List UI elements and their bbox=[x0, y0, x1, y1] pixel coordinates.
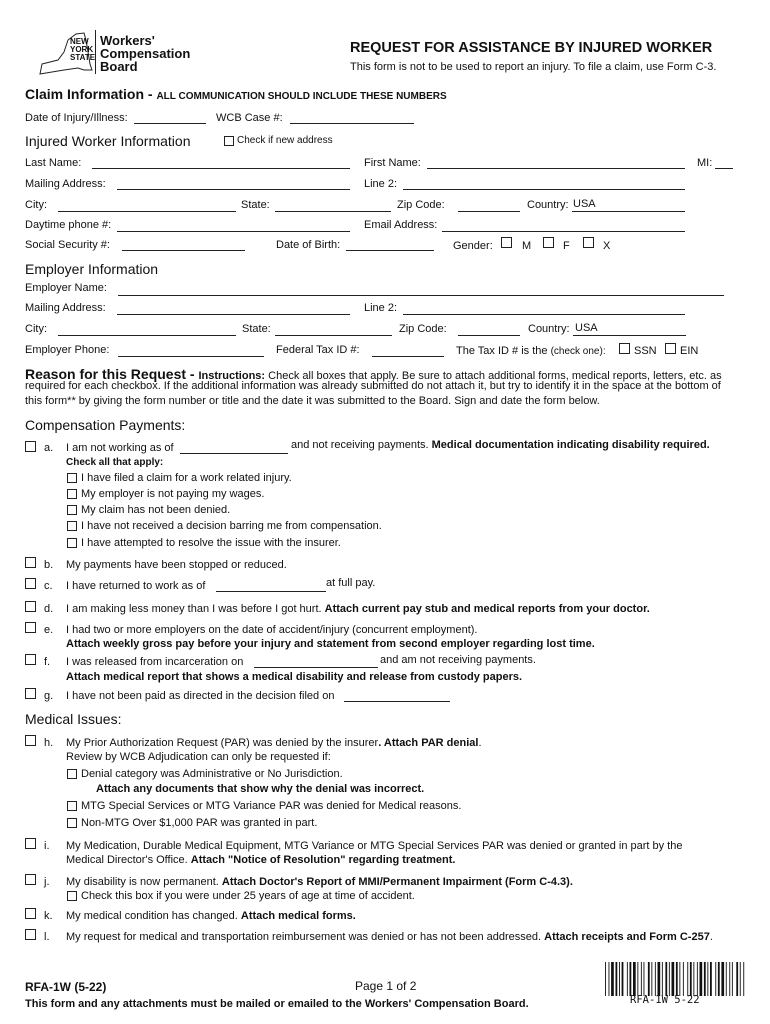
employer-city-field[interactable] bbox=[58, 335, 236, 336]
employer-state-field[interactable] bbox=[275, 335, 392, 336]
worker-city-label: City: bbox=[25, 199, 47, 211]
item-c-checkbox[interactable] bbox=[25, 578, 36, 589]
barcode-bar bbox=[622, 962, 624, 996]
employer-state-label: State: bbox=[242, 323, 271, 335]
barcode-bar bbox=[619, 962, 620, 996]
page-number: Page 1 of 2 bbox=[355, 979, 417, 993]
last-name-label: Last Name: bbox=[25, 157, 82, 169]
barcode-bar bbox=[658, 962, 661, 996]
barcode-bar bbox=[726, 962, 727, 996]
item-l-letter: l. bbox=[44, 931, 50, 943]
worker-state-field[interactable] bbox=[275, 211, 391, 212]
barcode-bar bbox=[710, 962, 712, 996]
item-g-checkbox[interactable] bbox=[25, 688, 36, 699]
barcode-text: RFA-1W 5-22 bbox=[630, 994, 700, 1006]
tax-id-field[interactable] bbox=[372, 356, 444, 357]
barcode-bar bbox=[633, 962, 636, 996]
item-c-text: I have returned to work as of bbox=[66, 580, 206, 592]
worker-zip-label: Zip Code: bbox=[397, 199, 445, 211]
barcode-bar bbox=[718, 962, 720, 996]
wcb-case-label: WCB Case #: bbox=[216, 112, 283, 124]
item-h-checkbox[interactable] bbox=[25, 735, 36, 746]
employer-mailing-field[interactable] bbox=[117, 314, 350, 315]
claim-heading: Claim Information - ALL COMMUNICATION SHOULD INCLUDE THESE NUMBERS bbox=[25, 86, 447, 102]
sub-a3-checkbox[interactable] bbox=[67, 505, 77, 515]
item-l-checkbox[interactable] bbox=[25, 929, 36, 940]
item-c-text-2: at full pay. bbox=[326, 577, 376, 589]
barcode-bar bbox=[700, 962, 703, 996]
barcode-bar bbox=[732, 962, 733, 996]
employer-zip-label: Zip Code: bbox=[399, 323, 447, 335]
worker-country-field[interactable] bbox=[572, 211, 685, 212]
mi-label: MI: bbox=[697, 157, 713, 169]
item-e-attach: Attach weekly gross pay before your injury and statement from second employer regarding lost time. bbox=[66, 638, 595, 650]
gender-f-checkbox[interactable] bbox=[543, 237, 554, 248]
barcode-bar bbox=[662, 962, 663, 996]
logo-ny-line: NEW bbox=[70, 37, 89, 46]
item-l-text: My request for medical and transportation reimbursement was denied or has not been addressed. Attach receipts and Form C-257. bbox=[66, 931, 713, 943]
worker-state-label: State: bbox=[241, 199, 270, 211]
gender-m-label: M bbox=[522, 240, 532, 252]
item-a-checkbox[interactable] bbox=[25, 441, 36, 452]
barcode-bar bbox=[648, 962, 650, 996]
instructions-line: this form** by giving the form number or title and the date it was submitted to the Board. Sign and date the form below. bbox=[25, 395, 600, 407]
barcode-bar bbox=[616, 962, 618, 996]
sub-h1-checkbox[interactable] bbox=[67, 769, 77, 779]
item-d-text: I am making less money than I was before I got hurt. Attach current pay stub and medical reports from your doctor. bbox=[66, 603, 650, 615]
not-working-date-field[interactable] bbox=[180, 453, 288, 454]
employer-phone-field[interactable] bbox=[118, 356, 264, 357]
footer-note: This form and any attachments must be mailed or emailed to the Workers' Compensation Board. bbox=[25, 998, 529, 1010]
item-i-text-2: Medical Director's Office. Attach "Notice of Resolution" regarding treatment. bbox=[66, 854, 456, 866]
sub-h3-checkbox[interactable] bbox=[67, 818, 77, 828]
barcode-bar bbox=[707, 962, 708, 996]
email-label: Email Address: bbox=[364, 219, 438, 231]
medical-heading: Medical Issues: bbox=[25, 711, 122, 727]
worker-line2-field[interactable] bbox=[403, 189, 685, 190]
barcode bbox=[604, 962, 746, 1010]
item-k-text: My medical condition has changed. Attach medical forms. bbox=[66, 910, 356, 922]
logo-agency-line: Compensation bbox=[100, 46, 191, 61]
ssn-field[interactable] bbox=[122, 250, 245, 251]
worker-mailing-field[interactable] bbox=[117, 189, 350, 190]
employer-line2-field[interactable] bbox=[403, 314, 685, 315]
worker-city-field[interactable] bbox=[58, 211, 236, 212]
tax-ein-checkbox[interactable] bbox=[665, 343, 676, 354]
item-b-checkbox[interactable] bbox=[25, 557, 36, 568]
compensation-heading: Compensation Payments: bbox=[25, 417, 186, 433]
barcode-bar bbox=[683, 962, 684, 996]
first-name-field[interactable] bbox=[427, 168, 685, 169]
sub-h2-checkbox[interactable] bbox=[67, 801, 77, 811]
item-f-text: I was released from incarceration on bbox=[66, 656, 244, 668]
instructions-line: required for each checkbox. If the additional information was already submitted do not attach it, but try to identify it in the space at the bottom of bbox=[25, 380, 721, 392]
barcode-bar bbox=[743, 962, 744, 996]
sub-j-checkbox[interactable] bbox=[67, 891, 77, 901]
sub-h2-text: MTG Special Services or MTG Variance PAR was denied for Medical reasons. bbox=[81, 800, 462, 812]
first-name-label: First Name: bbox=[364, 157, 421, 169]
barcode-bar bbox=[611, 962, 614, 996]
item-h-letter: h. bbox=[44, 737, 54, 749]
release-date-field[interactable] bbox=[254, 667, 378, 668]
item-d-checkbox[interactable] bbox=[25, 601, 36, 612]
employer-mailing-label: Mailing Address: bbox=[25, 302, 106, 314]
item-a-text: I am not working as of bbox=[66, 442, 174, 454]
mi-field[interactable] bbox=[715, 168, 733, 169]
barcode-bar bbox=[721, 962, 724, 996]
logo-ny-line: YORK bbox=[70, 45, 94, 54]
worker-country-value[interactable]: USA bbox=[573, 198, 596, 210]
item-c-letter: c. bbox=[44, 580, 53, 592]
logo-ny-line: STATE bbox=[70, 53, 96, 62]
sub-a2-text: My employer is not paying my wages. bbox=[81, 488, 265, 500]
barcode-bar bbox=[630, 962, 632, 996]
email-field[interactable] bbox=[442, 231, 685, 232]
barcode-bar bbox=[740, 962, 741, 996]
date-of-injury-label: Date of Injury/Illness: bbox=[25, 112, 128, 124]
item-e-checkbox[interactable] bbox=[25, 622, 36, 633]
new-address-label: Check if new address bbox=[237, 135, 333, 146]
form-subtitle: This form is not to be used to report an injury. To file a claim, use Form C-3. bbox=[350, 61, 717, 73]
daytime-phone-field[interactable] bbox=[117, 231, 350, 232]
worker-line2-label: Line 2: bbox=[364, 178, 398, 190]
item-b-text: My payments have been stopped or reduced. bbox=[66, 559, 287, 571]
returned-date-field[interactable] bbox=[216, 591, 326, 592]
ssn-label: Social Security #: bbox=[25, 239, 110, 251]
gender-x-label: X bbox=[603, 240, 611, 252]
employer-zip-field[interactable] bbox=[458, 335, 520, 336]
sub-a5-checkbox[interactable] bbox=[67, 538, 77, 548]
dob-label: Date of Birth: bbox=[276, 239, 341, 251]
barcode-bar bbox=[605, 962, 606, 996]
worker-mailing-label: Mailing Address: bbox=[25, 178, 106, 190]
item-f-attach: Attach medical report that shows a medical disability and release from custody papers. bbox=[66, 671, 523, 683]
worker-heading: Injured Worker Information bbox=[25, 133, 191, 149]
barcode-bar bbox=[651, 962, 652, 996]
tax-ssn-label: SSN bbox=[634, 345, 657, 357]
barcode-bar bbox=[679, 962, 680, 996]
barcode-bar bbox=[669, 962, 670, 996]
dob-field[interactable] bbox=[346, 250, 434, 251]
gender-m-checkbox[interactable] bbox=[501, 237, 512, 248]
nys-logo bbox=[34, 30, 191, 78]
logo-agency-line: Board bbox=[100, 59, 138, 74]
barcode-bar bbox=[641, 962, 642, 996]
sub-j-text: Check this box if you were under 25 years of age at time of accident. bbox=[81, 890, 415, 902]
item-d-letter: d. bbox=[44, 603, 54, 615]
item-f-text-2: and am not receiving payments. bbox=[380, 654, 536, 666]
item-b-letter: b. bbox=[44, 559, 54, 571]
tax-id-type-label: The Tax ID # is the (check one): bbox=[456, 345, 606, 357]
claim-heading-note: ALL COMMUNICATION SHOULD INCLUDE THESE NUMBERS bbox=[156, 91, 447, 102]
daytime-phone-label: Daytime phone #: bbox=[25, 219, 112, 231]
item-k-checkbox[interactable] bbox=[25, 908, 36, 919]
barcode-bar bbox=[736, 962, 738, 996]
item-i-text: My Medication, Durable Medical Equipment, MTG Variance or MTG Special Services PAR was denied or granted in part by the bbox=[66, 840, 683, 852]
barcode-bar bbox=[609, 962, 610, 996]
barcode-bar bbox=[644, 962, 645, 996]
sub-h3-text: Non-MTG Over $1,000 PAR was granted in part. bbox=[81, 817, 318, 829]
sub-a4-text: I have not received a decision barring me from compensation. bbox=[81, 520, 382, 532]
item-e-text: I had two or more employers on the date of accident/injury (concurrent employment). bbox=[66, 624, 478, 636]
barcode-bar bbox=[715, 962, 716, 996]
worker-zip-field[interactable] bbox=[458, 211, 520, 212]
employer-country-field[interactable] bbox=[573, 335, 686, 336]
item-h-text: My Prior Authorization Request (PAR) was denied by the insurer. Attach PAR denial. bbox=[66, 737, 482, 749]
item-j-checkbox[interactable] bbox=[25, 874, 36, 885]
barcode-bar bbox=[672, 962, 675, 996]
item-f-letter: f. bbox=[44, 656, 51, 668]
employer-country-value[interactable]: USA bbox=[575, 322, 598, 334]
gender-f-label: F bbox=[563, 240, 570, 252]
barcode-bar bbox=[637, 962, 638, 996]
item-a-letter: a. bbox=[44, 442, 54, 454]
reason-heading: Reason for this Request - Instructions: Check all boxes that apply. Be sure to attach additional forms, medical reports, letters, etc. as bbox=[25, 366, 722, 382]
barcode-bar bbox=[627, 962, 628, 996]
item-e-letter: e. bbox=[44, 624, 54, 636]
item-h-review: Review by WCB Adjudication can only be requested if: bbox=[66, 751, 331, 763]
item-i-checkbox[interactable] bbox=[25, 838, 36, 849]
sub-h1-text: Denial category was Administrative or No Jurisdiction. bbox=[81, 768, 343, 780]
new-address-checkbox[interactable] bbox=[224, 136, 234, 146]
last-name-field[interactable] bbox=[92, 168, 350, 169]
employer-city-label: City: bbox=[25, 323, 47, 335]
barcode-bar bbox=[676, 962, 678, 996]
item-f-checkbox[interactable] bbox=[25, 654, 36, 665]
employer-phone-label: Employer Phone: bbox=[25, 344, 110, 356]
sub-a4-checkbox[interactable] bbox=[67, 521, 77, 531]
barcode-icon bbox=[604, 962, 746, 996]
sub-h1-attach: Attach any documents that show why the denial was incorrect. bbox=[96, 783, 425, 795]
item-g-letter: g. bbox=[44, 690, 54, 702]
tax-id-label: Federal Tax ID #: bbox=[276, 344, 360, 356]
item-a-text-2: and not receiving payments. Medical documentation indicating disability required. bbox=[291, 439, 710, 451]
barcode-bar bbox=[665, 962, 667, 996]
barcode-bar bbox=[687, 962, 688, 996]
sub-a1-checkbox[interactable] bbox=[67, 473, 77, 483]
gender-x-checkbox[interactable] bbox=[583, 237, 594, 248]
item-j-text: My disability is now permanent. Attach Doctor's Report of MMI/Permanent Impairment (Form C-4.3). bbox=[66, 876, 573, 888]
decision-date-field[interactable] bbox=[344, 701, 450, 702]
tax-ssn-checkbox[interactable] bbox=[619, 343, 630, 354]
employer-line2-label: Line 2: bbox=[364, 302, 398, 314]
barcode-bar bbox=[693, 962, 694, 996]
wcb-case-field[interactable] bbox=[290, 123, 414, 124]
barcode-bar bbox=[690, 962, 692, 996]
form-title: REQUEST FOR ASSISTANCE BY INJURED WORKER bbox=[350, 40, 713, 56]
item-g-text: I have not been paid as directed in the decision filed on bbox=[66, 690, 335, 702]
item-k-letter: k. bbox=[44, 910, 53, 922]
item-j-letter: j. bbox=[44, 876, 50, 888]
gender-label: Gender: bbox=[453, 240, 493, 252]
sub-a2-checkbox[interactable] bbox=[67, 489, 77, 499]
sub-a1-text: I have filed a claim for a work related injury. bbox=[81, 472, 292, 484]
sub-a3-text: My claim has not been denied. bbox=[81, 504, 231, 516]
barcode-bar bbox=[729, 962, 730, 996]
employer-country-label: Country: bbox=[528, 323, 570, 335]
employer-name-label: Employer Name: bbox=[25, 282, 107, 294]
sub-a5-text: I have attempted to resolve the issue with the insurer. bbox=[81, 537, 341, 549]
worker-country-label: Country: bbox=[527, 199, 569, 211]
barcode-bar bbox=[697, 962, 698, 996]
barcode-bar bbox=[704, 962, 706, 996]
check-all-label: Check all that apply: bbox=[66, 457, 164, 468]
tax-ein-label: EIN bbox=[680, 345, 699, 357]
form-id: RFA-1W (5-22) bbox=[25, 980, 107, 994]
employer-heading: Employer Information bbox=[25, 261, 159, 277]
logo-agency-line: Workers' bbox=[100, 33, 155, 48]
employer-name-field[interactable] bbox=[118, 295, 724, 296]
barcode-bar bbox=[655, 962, 656, 996]
date-of-injury-field[interactable] bbox=[134, 123, 206, 124]
item-i-letter: i. bbox=[44, 840, 50, 852]
